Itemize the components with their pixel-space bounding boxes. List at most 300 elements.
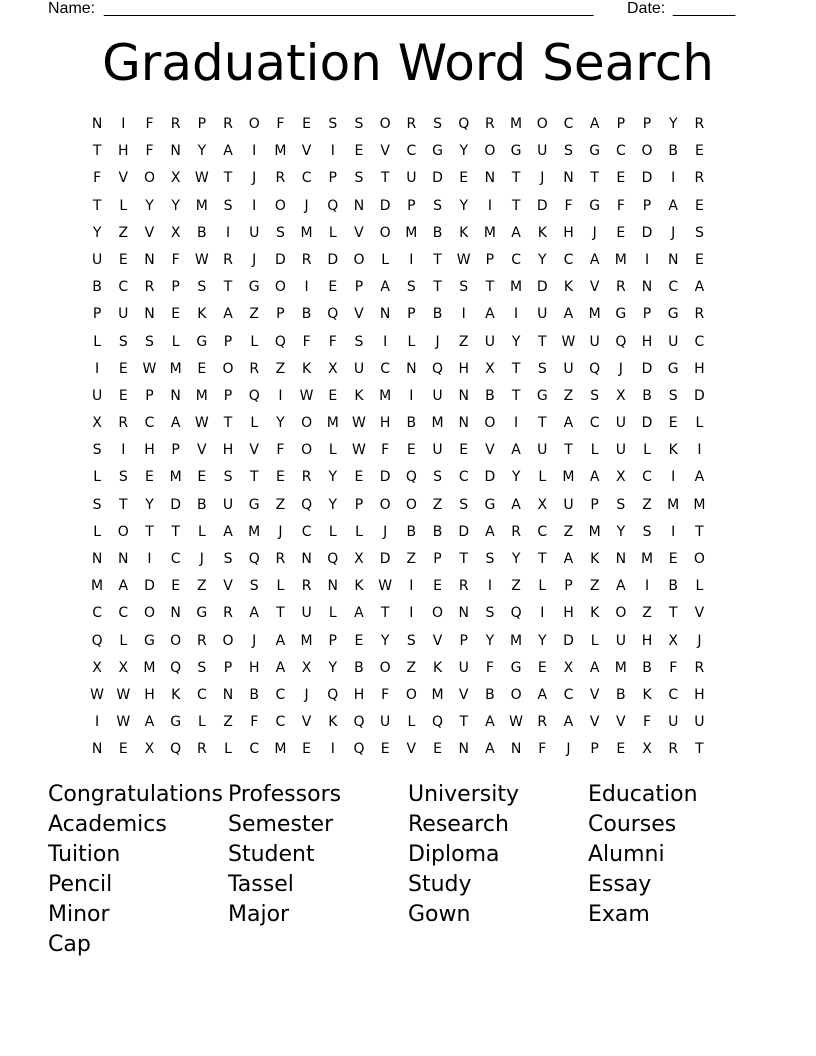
grid-letter: E: [328, 387, 338, 404]
grid-letter: M: [143, 659, 156, 676]
grid-letter: T: [511, 197, 521, 214]
grid-letter: E: [616, 224, 626, 241]
grid-letter: M: [588, 523, 601, 540]
grid-letter: L: [171, 333, 180, 350]
grid-letter: E: [302, 116, 312, 132]
grid-letter: E: [354, 143, 364, 160]
grid-letter: P: [328, 632, 337, 649]
grid-letter: C: [563, 251, 574, 268]
grid-letter: O: [379, 224, 391, 241]
grid-letter: N: [170, 605, 181, 622]
grid-letter: Z: [458, 333, 469, 350]
grid-letter: T: [380, 605, 390, 622]
grid-letter: I: [147, 551, 152, 567]
grid-letter: I: [671, 523, 676, 540]
grid-letter: Y: [145, 197, 154, 214]
grid-letter: V: [589, 279, 600, 296]
grid-letter: R: [170, 116, 181, 132]
grid-letter: U: [222, 496, 234, 513]
grid-letter: R: [694, 659, 705, 676]
grid-letter: O: [248, 116, 260, 132]
grid-letter: A: [485, 714, 495, 731]
grid-letter: A: [511, 442, 521, 459]
grid-letter: O: [536, 116, 548, 132]
grid-letter: Q: [274, 333, 286, 350]
grid-letter: S: [354, 333, 364, 350]
grid-letter: W: [116, 686, 131, 703]
grid-letter: R: [511, 523, 521, 540]
grid-letter: Y: [171, 197, 180, 214]
grid-letter: T: [538, 415, 547, 432]
grid-letter: U: [563, 360, 574, 377]
grid-letter: F: [485, 659, 494, 676]
grid-letter: B: [432, 306, 443, 323]
grid-letter: O: [274, 279, 286, 296]
grid-letter: O: [432, 605, 444, 622]
grid-letter: S: [118, 333, 128, 350]
grid-letter: Z: [589, 578, 600, 595]
word-list-item: Minor: [48, 902, 110, 927]
grid-letter: L: [224, 741, 232, 758]
grid-row: [84, 329, 713, 356]
grid-letter: X: [327, 360, 338, 377]
grid-letter: I: [383, 333, 388, 350]
word-list-item: Gown: [408, 902, 471, 927]
grid-letter: G: [484, 496, 496, 513]
grid-letter: Z: [563, 523, 574, 540]
grid-row: [84, 600, 713, 627]
grid-letter: D: [379, 551, 391, 567]
grid-letter: D: [694, 387, 705, 404]
grid-letter: E: [118, 360, 128, 377]
grid-letter: C: [301, 170, 312, 187]
grid-row: [84, 274, 713, 301]
grid-letter: I: [487, 578, 492, 595]
word-list-item: Courses: [588, 812, 677, 837]
grid-letter: O: [379, 496, 391, 513]
grid-letter: N: [667, 251, 679, 268]
grid-letter: G: [589, 197, 601, 214]
grid-letter: G: [144, 632, 155, 649]
grid-letter: G: [510, 659, 522, 676]
grid-letter: L: [328, 523, 337, 540]
grid-letter: N: [170, 143, 181, 160]
grid-letter: J: [592, 224, 597, 241]
grid-letter: S: [328, 116, 338, 132]
grid-letter: P: [276, 306, 285, 323]
grid-letter: Z: [275, 496, 286, 513]
grid-letter: C: [301, 523, 312, 540]
grid-letter: K: [354, 387, 364, 404]
grid-letter: B: [354, 659, 364, 676]
grid-letter: N: [353, 197, 365, 214]
grid-letter: E: [171, 578, 181, 595]
grid-letter: C: [668, 686, 679, 703]
grid-letter: A: [589, 659, 600, 676]
grid-letter: C: [668, 279, 679, 296]
grid-letter: R: [249, 360, 260, 377]
grid-letter: E: [537, 659, 547, 676]
grid-letter: C: [642, 469, 652, 486]
grid-letter: P: [92, 306, 102, 323]
grid-letter: N: [458, 605, 469, 622]
grid-letter: R: [485, 116, 495, 132]
grid-letter: V: [589, 714, 600, 731]
grid-row: [84, 111, 713, 138]
grid-letter: T: [433, 251, 442, 268]
grid-letter: D: [641, 170, 653, 187]
grid-letter: I: [697, 442, 702, 459]
grid-letter: I: [121, 442, 126, 459]
grid-letter: E: [328, 279, 338, 296]
grid-letter: S: [145, 333, 154, 350]
grid-letter: R: [406, 116, 417, 132]
word-list-item: Professors: [228, 782, 342, 807]
grid-letter: G: [536, 387, 548, 404]
grid-letter: Z: [511, 578, 521, 595]
grid-letter: Y: [511, 333, 521, 350]
grid-letter: X: [616, 469, 626, 486]
letter-grid: [84, 111, 713, 764]
grid-letter: P: [642, 116, 652, 132]
grid-letter: M: [91, 578, 104, 595]
grid-letter: S: [668, 387, 678, 404]
grid-letter: G: [170, 714, 182, 731]
grid-letter: M: [274, 143, 287, 160]
grid-letter: J: [383, 523, 388, 540]
grid-letter: Q: [301, 496, 313, 513]
grid-letter: S: [406, 632, 416, 649]
grid-letter: Q: [170, 659, 182, 676]
grid-letter: F: [381, 442, 390, 459]
grid-letter: E: [406, 442, 416, 459]
grid-letter: U: [589, 333, 600, 350]
grid-letter: O: [484, 143, 496, 160]
grid-letter: U: [668, 714, 679, 731]
grid-row: [84, 247, 713, 274]
grid-letter: D: [563, 632, 574, 649]
grid-letter: Q: [248, 551, 260, 567]
grid-letter: P: [223, 387, 233, 404]
grid-letter: B: [92, 279, 102, 296]
grid-letter: G: [248, 496, 260, 513]
word-list-item: Study: [408, 872, 472, 897]
grid-letter: C: [511, 251, 521, 268]
grid-letter: V: [694, 605, 705, 622]
grid-letter: T: [695, 741, 704, 758]
grid-letter: T: [590, 170, 599, 187]
grid-letter: P: [354, 279, 364, 296]
grid-letter: D: [275, 251, 286, 268]
grid-letter: H: [144, 686, 155, 703]
grid-letter: V: [485, 442, 495, 459]
grid-letter: E: [694, 197, 704, 214]
grid-letter: W: [299, 387, 314, 404]
grid-letter: K: [459, 224, 469, 241]
grid-letter: H: [694, 360, 705, 377]
grid-letter: P: [642, 306, 652, 323]
grid-letter: P: [590, 496, 599, 513]
grid-letter: C: [380, 360, 391, 377]
grid-letter: W: [456, 251, 471, 268]
grid-letter: E: [694, 251, 704, 268]
grid-letter: P: [616, 116, 626, 132]
grid-letter: S: [249, 578, 259, 595]
grid-letter: A: [616, 578, 626, 595]
grid-letter: M: [169, 469, 182, 486]
grid-letter: P: [407, 306, 416, 323]
grid-letter: P: [328, 170, 337, 187]
grid-letter: N: [615, 551, 627, 567]
grid-letter: R: [458, 578, 469, 595]
grid-letter: M: [693, 496, 706, 513]
grid-letter: P: [590, 741, 599, 758]
grid-letter: W: [194, 170, 209, 187]
grid-letter: M: [431, 415, 444, 432]
grid-letter: L: [643, 442, 651, 459]
grid-letter: V: [589, 686, 600, 703]
grid-letter: C: [406, 143, 417, 160]
grid-letter: M: [300, 224, 313, 241]
grid-letter: Y: [485, 632, 495, 649]
word-list-item: Semester: [228, 812, 334, 837]
grid-letter: Q: [589, 360, 601, 377]
grid-letter: W: [194, 415, 209, 432]
grid-letter: U: [432, 387, 443, 404]
grid-letter: S: [354, 170, 364, 187]
grid-letter: L: [407, 333, 416, 350]
grid-letter: V: [301, 143, 312, 160]
grid-letter: G: [510, 143, 522, 160]
grid-letter: R: [615, 279, 626, 296]
grid-letter: W: [561, 333, 576, 350]
grid-letter: Y: [668, 116, 678, 132]
grid-letter: Y: [538, 632, 547, 649]
grid-letter: F: [564, 197, 573, 214]
grid-letter: E: [380, 741, 390, 758]
grid-letter: J: [252, 632, 257, 649]
grid-letter: J: [252, 170, 257, 187]
grid-letter: I: [252, 197, 257, 214]
name-label: Name:: [48, 0, 96, 17]
word-list-item: Tuition: [48, 842, 121, 867]
grid-letter: M: [326, 415, 339, 432]
word-list-item: Congratulations: [48, 782, 224, 807]
grid-letter: C: [275, 686, 286, 703]
grid-letter: W: [194, 251, 209, 268]
grid-letter: Y: [538, 251, 547, 268]
grid-letter: J: [304, 197, 309, 214]
grid-letter: A: [275, 659, 286, 676]
grid-letter: A: [563, 415, 574, 432]
grid-letter: Q: [327, 551, 339, 567]
grid-letter: B: [642, 387, 652, 404]
grid-letter: M: [195, 387, 208, 404]
grid-letter: W: [378, 578, 393, 595]
grid-letter: A: [485, 741, 495, 758]
grid-letter: B: [485, 686, 495, 703]
grid-letter: V: [432, 632, 443, 649]
grid-letter: C: [118, 279, 129, 296]
word-list-item: Academics: [48, 812, 167, 837]
grid-letter: N: [91, 116, 103, 132]
grid-letter: A: [485, 306, 495, 323]
name-field: _______________________________________________________: [104, 0, 594, 17]
grid-letter: Z: [118, 224, 129, 241]
grid-row: [84, 736, 713, 763]
grid-letter: C: [458, 469, 469, 486]
grid-letter: U: [537, 143, 548, 160]
grid-letter: Y: [380, 632, 390, 649]
grid-letter: Q: [432, 360, 444, 377]
grid-letter: L: [250, 415, 259, 432]
grid-letter: J: [540, 170, 545, 187]
grid-letter: S: [406, 279, 416, 296]
grid-letter: M: [431, 686, 444, 703]
grid-letter: I: [252, 143, 257, 160]
grid-letter: J: [671, 224, 676, 241]
grid-letter: M: [169, 360, 182, 377]
grid-letter: G: [667, 306, 679, 323]
grid-letter: E: [616, 741, 626, 758]
grid-row: [84, 628, 713, 655]
grid-letter: G: [196, 333, 208, 350]
grid-letter: P: [407, 197, 416, 214]
grid-letter: L: [590, 442, 599, 459]
grid-letter: D: [432, 170, 443, 187]
grid-letter: T: [171, 523, 180, 540]
grid-letter: Y: [328, 496, 338, 513]
grid-letter: Z: [642, 496, 652, 513]
grid-letter: X: [616, 387, 626, 404]
header-line: [48, 0, 748, 18]
word-list-item: Student: [228, 842, 315, 867]
grid-letter: R: [537, 714, 548, 731]
grid-letter: Z: [197, 578, 207, 595]
grid-letter: V: [354, 306, 364, 323]
grid-letter: J: [199, 551, 204, 567]
grid-letter: A: [511, 224, 521, 241]
grid-letter: Q: [432, 714, 444, 731]
grid-letter: N: [458, 741, 469, 758]
grid-letter: N: [641, 279, 653, 296]
grid-letter: J: [278, 523, 283, 540]
grid-letter: E: [145, 469, 154, 486]
grid-letter: I: [95, 714, 100, 731]
grid-letter: A: [668, 197, 678, 214]
grid-letter: E: [302, 741, 312, 758]
grid-row: [84, 655, 713, 682]
grid-letter: U: [353, 360, 365, 377]
grid-letter: N: [144, 306, 155, 323]
grid-row: [84, 138, 713, 165]
grid-letter: H: [118, 143, 129, 160]
grid-letter: A: [589, 251, 600, 268]
grid-letter: E: [197, 360, 207, 377]
grid-letter: N: [458, 387, 469, 404]
grid-letter: Y: [92, 224, 102, 241]
grid-letter: T: [119, 496, 128, 513]
grid-letter: F: [93, 170, 102, 187]
grid-letter: Q: [327, 306, 339, 323]
grid-letter: S: [223, 469, 233, 486]
grid-letter: V: [406, 741, 417, 758]
grid-letter: Y: [616, 523, 626, 540]
grid-letter: K: [197, 306, 207, 323]
grid-letter: I: [671, 469, 676, 486]
grid-letter: L: [328, 224, 337, 241]
grid-letter: C: [249, 741, 260, 758]
grid-letter: O: [301, 442, 313, 459]
grid-letter: T: [223, 170, 233, 187]
grid-letter: I: [409, 605, 414, 622]
grid-letter: L: [381, 251, 390, 268]
grid-letter: A: [511, 496, 521, 513]
grid-letter: Y: [197, 143, 207, 160]
grid-letter: R: [275, 551, 286, 567]
grid-letter: C: [563, 116, 574, 132]
grid-letter: Y: [511, 551, 521, 567]
grid-letter: L: [328, 442, 337, 459]
grid-letter: A: [589, 469, 600, 486]
grid-letter: U: [615, 415, 626, 432]
grid-letter: V: [458, 686, 469, 703]
grid-letter: X: [354, 551, 364, 567]
grid-letter: U: [615, 442, 626, 459]
page-title: Graduation Word Search: [102, 34, 714, 92]
grid-letter: O: [510, 686, 522, 703]
grid-letter: A: [694, 279, 705, 296]
grid-letter: X: [642, 741, 652, 758]
grid-letter: K: [354, 578, 364, 595]
grid-row: [84, 220, 713, 247]
grid-letter: D: [379, 197, 391, 214]
grid-letter: V: [354, 224, 364, 241]
grid-letter: S: [223, 197, 233, 214]
grid-letter: U: [380, 714, 391, 731]
grid-letter: R: [118, 415, 129, 432]
grid-letter: C: [615, 143, 626, 160]
grid-letter: B: [197, 496, 207, 513]
grid-letter: V: [118, 170, 129, 187]
grid-letter: U: [484, 333, 496, 350]
grid-letter: L: [93, 469, 101, 486]
grid-letter: O: [641, 143, 653, 160]
grid-letter: M: [510, 116, 523, 132]
grid-letter: A: [485, 523, 495, 540]
grid-letter: M: [300, 632, 313, 649]
grid-letter: S: [275, 224, 285, 241]
grid-letter: A: [144, 714, 155, 731]
grid-letter: O: [615, 605, 627, 622]
grid-letter: T: [459, 551, 468, 567]
grid-letter: L: [590, 632, 599, 649]
grid-letter: L: [355, 523, 363, 540]
grid-letter: E: [459, 442, 469, 459]
grid-letter: P: [223, 659, 233, 676]
word-list-item: Essay: [588, 872, 652, 897]
grid-letter: U: [537, 306, 548, 323]
grid-letter: W: [352, 442, 366, 459]
grid-letter: H: [563, 605, 574, 622]
grid-letter: H: [694, 686, 705, 703]
grid-letter: M: [510, 632, 523, 649]
grid-letter: F: [276, 442, 285, 459]
grid-letter: N: [379, 306, 391, 323]
grid-letter: W: [90, 686, 105, 703]
grid-letter: P: [485, 251, 495, 268]
grid-letter: D: [484, 469, 496, 486]
